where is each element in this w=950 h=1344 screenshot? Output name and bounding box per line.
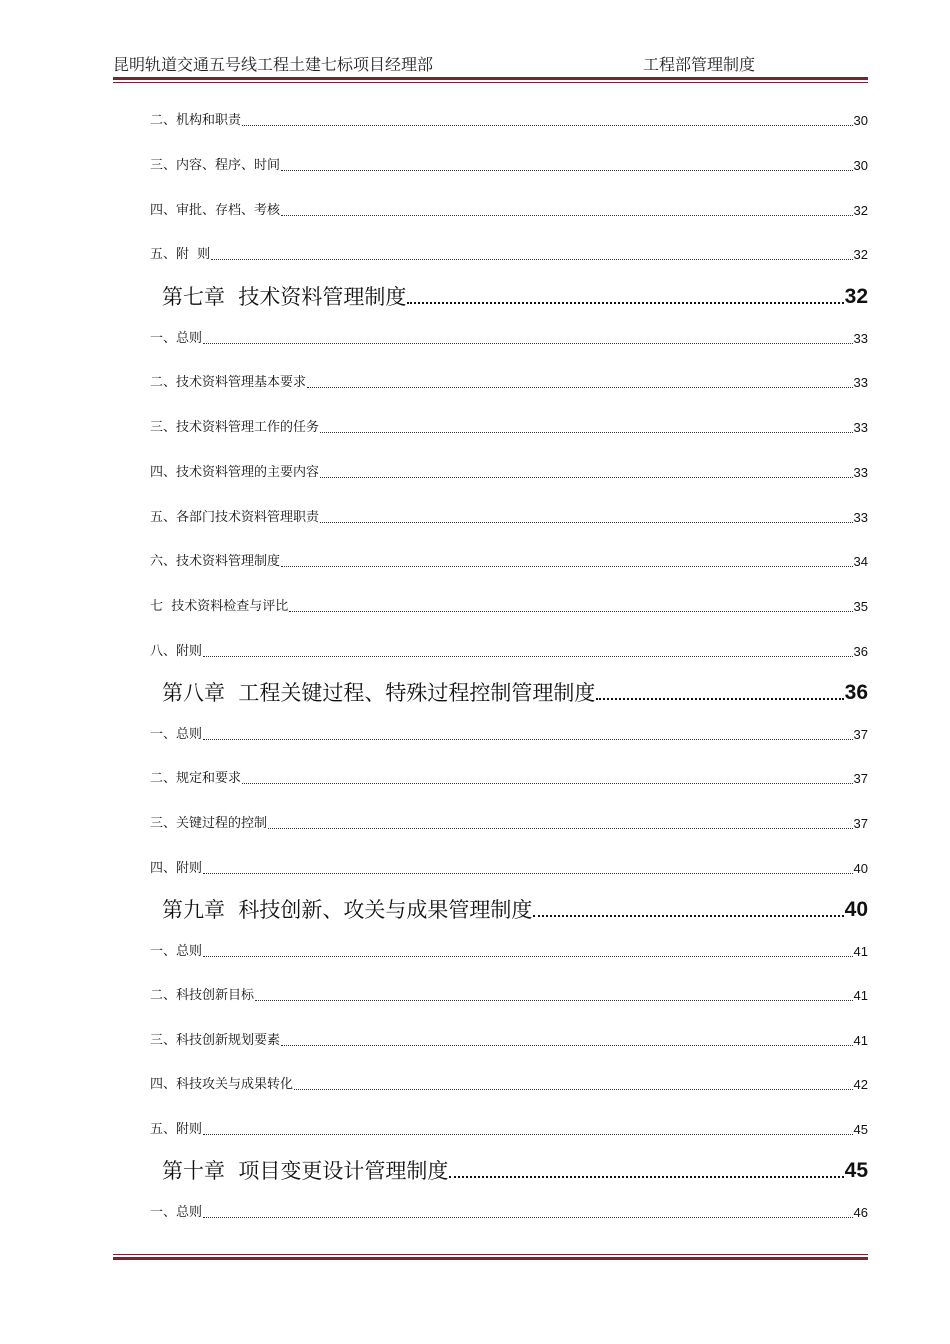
toc-leader: [320, 431, 853, 433]
toc-page-number: 37: [853, 771, 868, 786]
toc-label: 一、总则: [150, 727, 203, 742]
toc-leader: [281, 565, 853, 567]
toc-leader: [281, 214, 853, 216]
toc-leader: [203, 1133, 853, 1135]
toc-page-number: 42: [853, 1077, 868, 1092]
toc-page-number: 33: [853, 510, 868, 525]
toc-label: 四、科技攻关与成果转化: [150, 1077, 294, 1092]
toc-leader: [407, 301, 843, 304]
toc-page-number: 32: [853, 203, 868, 218]
toc-entry[interactable]: [150, 1200, 868, 1222]
toc-label: 三、技术资料管理工作的任务: [150, 420, 320, 435]
toc-leader: [449, 1175, 843, 1178]
toc-page-number: 41: [853, 1033, 868, 1048]
toc-leader: [320, 521, 853, 523]
toc-chapter-page-number: 40: [844, 898, 868, 921]
toc-page-number: 30: [853, 113, 868, 128]
toc-leader: [268, 827, 853, 829]
toc-label: 二、科技创新目标: [150, 988, 255, 1003]
toc-entry[interactable]: [150, 549, 868, 571]
toc-leader: [203, 872, 853, 874]
toc-entry[interactable]: [150, 594, 868, 616]
toc-entry[interactable]: [150, 856, 868, 878]
toc-chapter-entry[interactable]: [162, 893, 868, 923]
toc-chapter-page-number: 45: [844, 1159, 868, 1182]
toc-leader: [242, 124, 853, 126]
toc-leader: [203, 955, 853, 957]
toc-entry[interactable]: [150, 1028, 868, 1050]
toc-page-number: 30: [853, 158, 868, 173]
toc-label: 三、关键过程的控制: [150, 816, 268, 831]
toc-chapter-entry[interactable]: [162, 280, 868, 310]
toc-label: 一、总则: [150, 1205, 203, 1220]
toc-page-number: 34: [853, 554, 868, 569]
toc-page-number: 33: [853, 420, 868, 435]
document-title: 工程部管理制度: [643, 55, 756, 74]
toc-chapter-page-number: 36: [844, 681, 868, 704]
toc-entry[interactable]: [150, 415, 868, 437]
toc-label: 八、附则: [150, 644, 203, 659]
toc-leader: [281, 1044, 853, 1046]
toc-label: 三、内容、程序、时间: [150, 158, 281, 173]
toc-leader: [211, 258, 852, 260]
toc-entry[interactable]: [150, 639, 868, 661]
header-rule-thin: [113, 82, 868, 83]
toc-entry[interactable]: [150, 153, 868, 175]
toc-page-number: 33: [853, 331, 868, 346]
toc-page-number: 41: [853, 988, 868, 1003]
toc-leader: [289, 610, 852, 612]
toc-leader: [203, 342, 853, 344]
toc-page-number: 32: [853, 247, 868, 262]
toc-label: 六、技术资料管理制度: [150, 554, 281, 569]
header-rule-thick: [113, 77, 868, 80]
toc-leader: [294, 1088, 853, 1090]
toc-page-number: 33: [853, 465, 868, 480]
toc-page-number: 45: [853, 1122, 868, 1137]
toc-label: 二、机构和职责: [150, 113, 242, 128]
toc-entry[interactable]: [150, 326, 868, 348]
page-header: [113, 50, 868, 74]
toc-leader: [242, 782, 853, 784]
toc-entry[interactable]: [150, 939, 868, 961]
toc-chapter-entry[interactable]: [162, 676, 868, 706]
toc-leader: [203, 655, 853, 657]
toc-page-number: 41: [853, 944, 868, 959]
footer-rule-thick: [113, 1257, 868, 1260]
toc-page-number: 37: [853, 727, 868, 742]
toc-label: 四、技术资料管理的主要内容: [150, 465, 320, 480]
toc-entry[interactable]: [150, 198, 868, 220]
toc-label: 四、审批、存档、考核: [150, 203, 281, 218]
toc-label: 五、附则: [150, 1122, 203, 1137]
toc-leader: [203, 738, 853, 740]
toc-label: 五、附 则: [150, 247, 211, 262]
toc-entry[interactable]: [150, 505, 868, 527]
toc-page-number: 36: [853, 644, 868, 659]
toc-page-number: 35: [853, 599, 868, 614]
toc-entry[interactable]: [150, 242, 868, 264]
toc-page-number: 37: [853, 816, 868, 831]
toc-page-number: 46: [853, 1205, 868, 1220]
toc-page-number: 40: [853, 861, 868, 876]
toc-entry[interactable]: [150, 766, 868, 788]
toc-entry[interactable]: [150, 722, 868, 744]
toc-label: 一、总则: [150, 331, 203, 346]
toc-leader: [255, 999, 853, 1001]
toc-chapter-label: 第八章 工程关键过程、特殊过程控制管理制度: [162, 681, 596, 705]
toc-chapter-label: 第十章 项目变更设计管理制度: [162, 1159, 449, 1183]
toc-entry[interactable]: [150, 108, 868, 130]
toc-label: 一、总则: [150, 944, 203, 959]
toc-page-number: 33: [853, 375, 868, 390]
toc-entry[interactable]: [150, 811, 868, 833]
toc-leader: [596, 697, 843, 700]
toc-label: 四、附则: [150, 861, 203, 876]
toc-entry[interactable]: [150, 1072, 868, 1094]
toc-leader: [533, 914, 843, 917]
toc-label: 三、科技创新规划要素: [150, 1033, 281, 1048]
toc-leader: [203, 1216, 853, 1218]
toc-entry[interactable]: [150, 460, 868, 482]
toc-label: 二、规定和要求: [150, 771, 242, 786]
toc-chapter-entry[interactable]: [162, 1154, 868, 1184]
toc-leader: [307, 386, 853, 388]
toc-leader: [281, 169, 853, 171]
toc-leader: [320, 476, 853, 478]
toc-entry[interactable]: [150, 370, 868, 392]
toc-chapter-page-number: 32: [844, 285, 868, 308]
toc-label: 七 技术资料检查与评比: [150, 599, 289, 614]
toc-chapter-label: 第九章 科技创新、攻关与成果管理制度: [162, 898, 533, 922]
footer-rule-thin: [113, 1254, 868, 1255]
toc-label: 二、技术资料管理基本要求: [150, 375, 307, 390]
toc-entry[interactable]: [150, 1117, 868, 1139]
toc-label: 五、各部门技术资料管理职责: [150, 510, 320, 525]
toc-entry[interactable]: [150, 983, 868, 1005]
toc-chapter-label: 第七章 技术资料管理制度: [162, 285, 407, 309]
project-title: 昆明轨道交通五号线工程土建七标项目经理部: [113, 55, 434, 74]
